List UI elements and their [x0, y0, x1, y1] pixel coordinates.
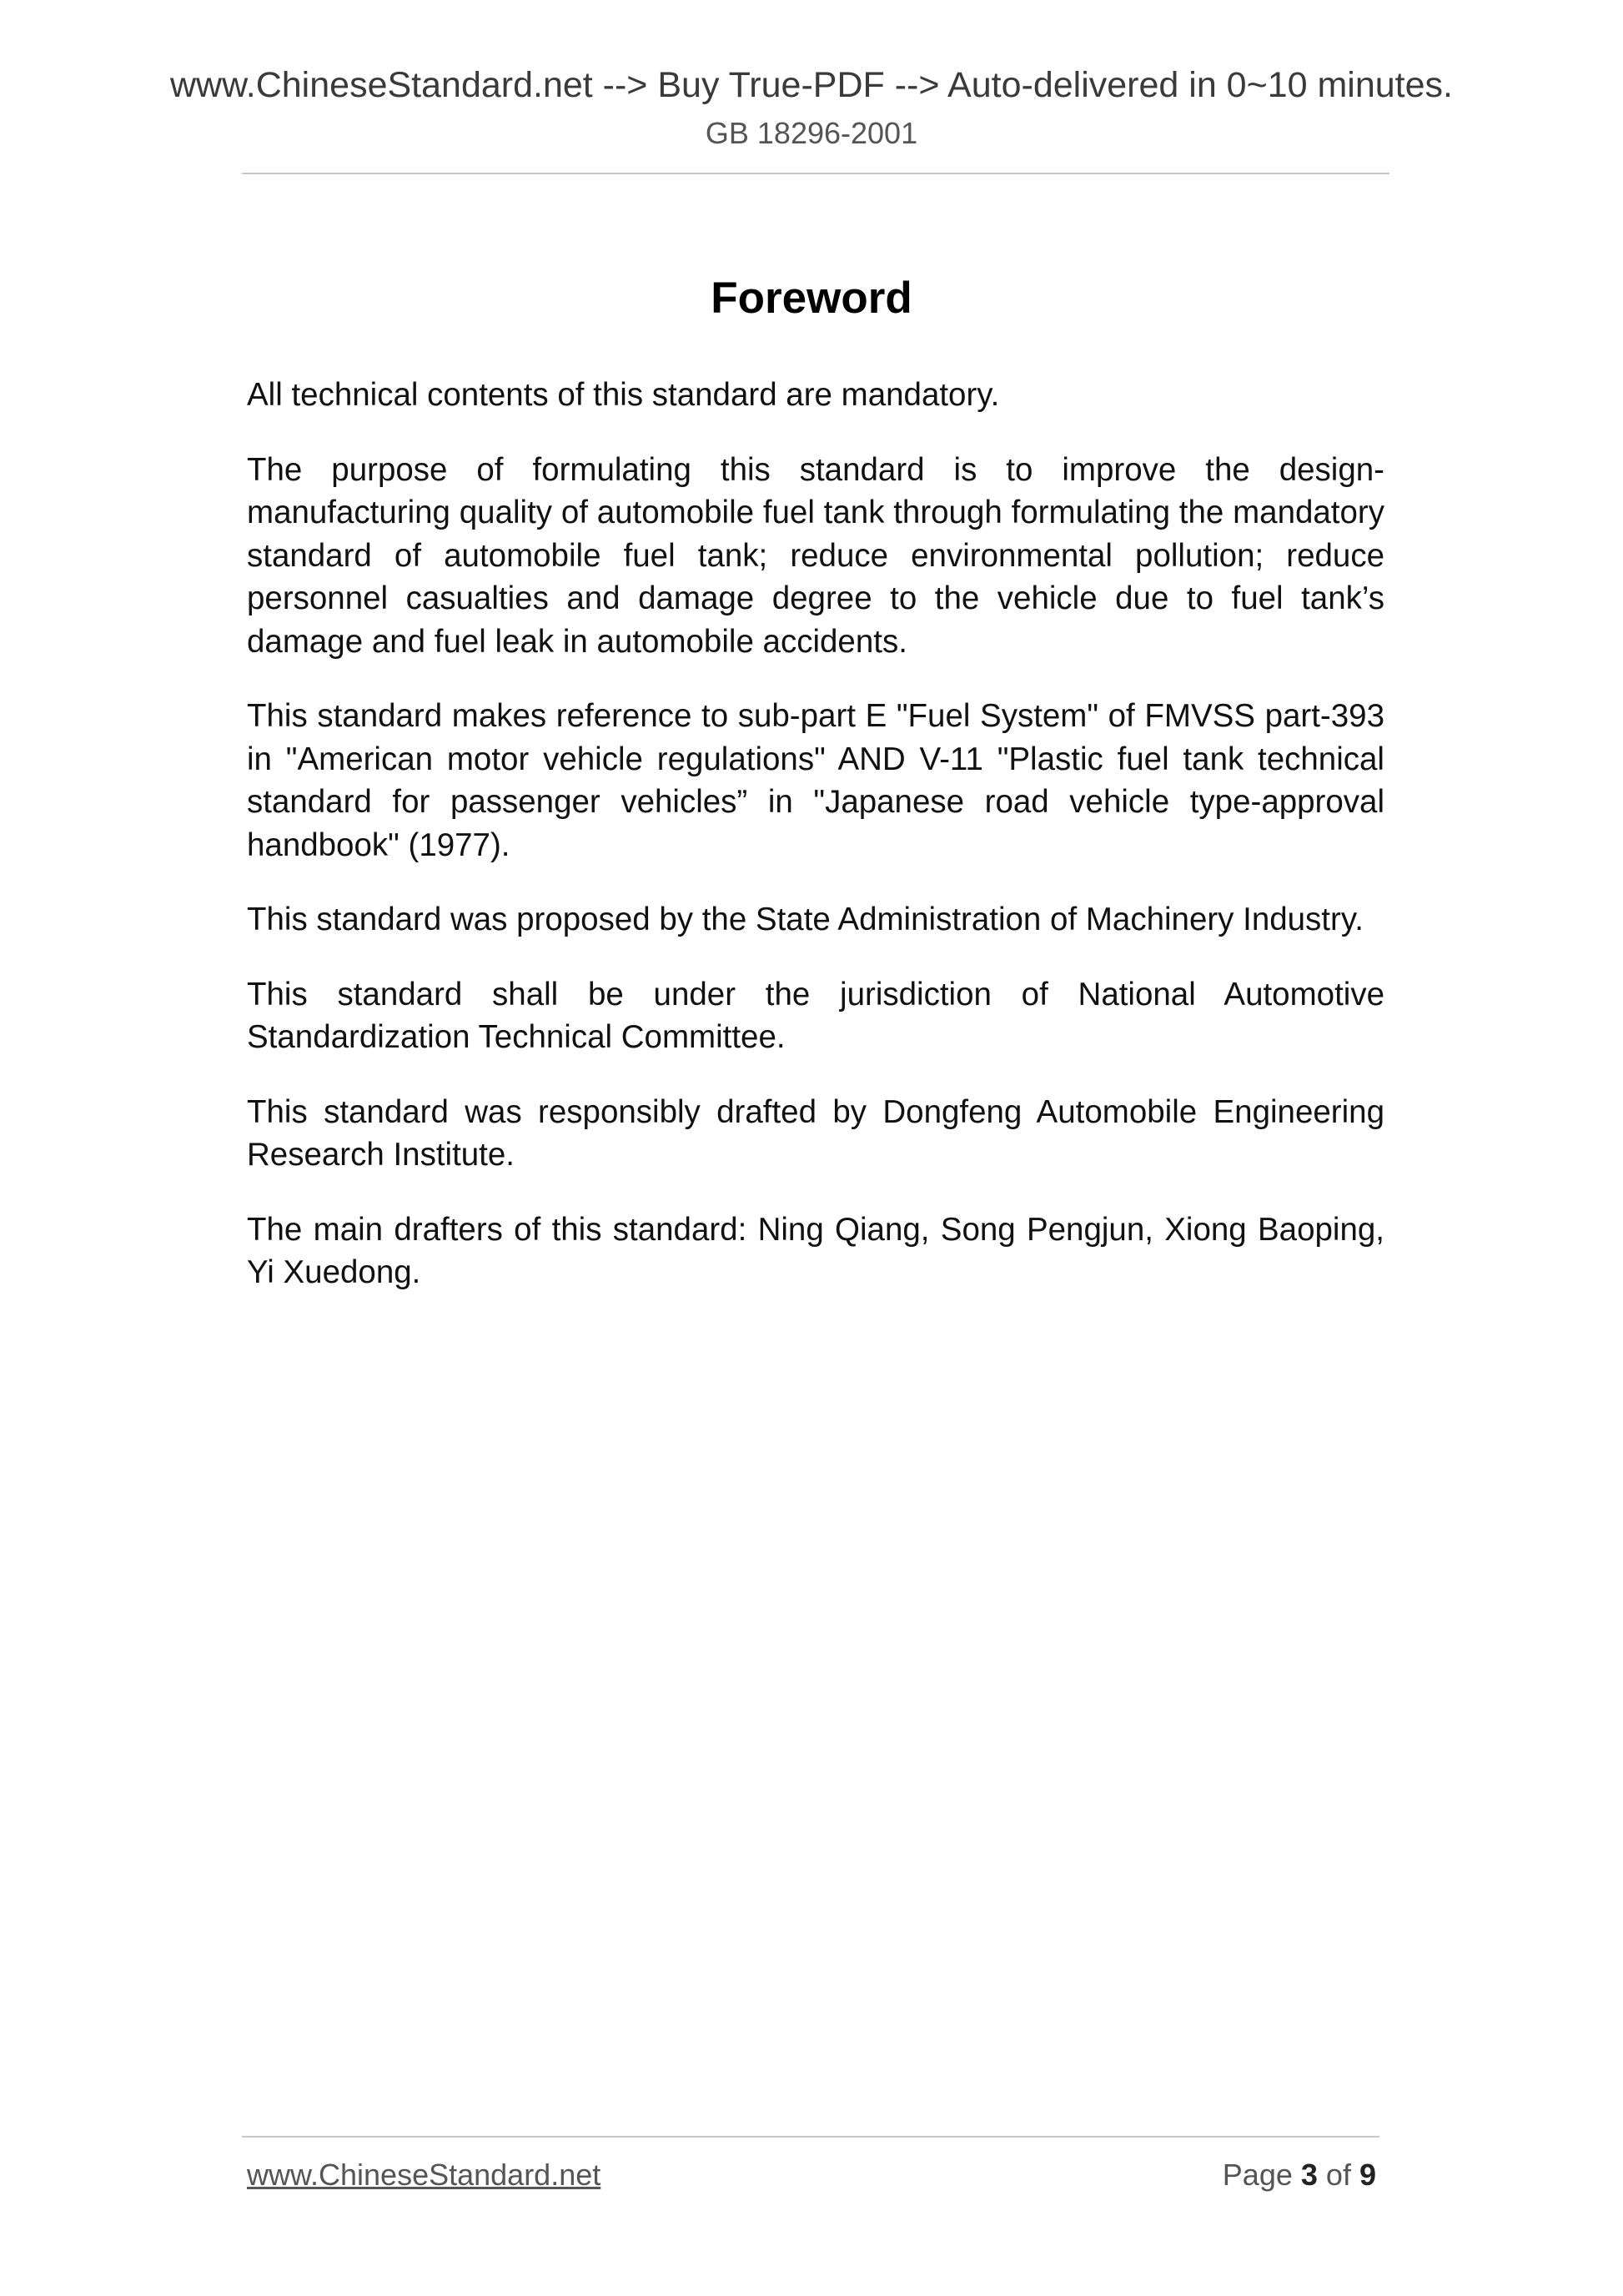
- page-of-label: of: [1325, 2158, 1351, 2192]
- page-number: [1223, 2157, 1376, 2193]
- paragraph: The main drafters of this standard: Ning Qiang, Song Pengjun, Xiong Baoping, Yi Xuedong.: [247, 1211, 1384, 1290]
- page-current: 3: [1300, 2158, 1318, 2192]
- footer-divider: [242, 2136, 1379, 2138]
- paragraph: This standard was proposed by the State Administration of Machinery Industry.: [247, 902, 1364, 937]
- page-total: 9: [1359, 2158, 1376, 2192]
- header-divider: [242, 173, 1389, 174]
- page-title: Foreword: [711, 274, 912, 323]
- header-banner: www.ChineseStandard.net --> Buy True-PDF --> Auto-delivered in 0~10 minutes.: [169, 65, 1453, 105]
- paragraph: This standard shall be under the jurisdiction of National Automotive Standardization Technical Committee.: [247, 976, 1384, 1055]
- page-label: Page: [1222, 2158, 1293, 2192]
- document-body: [247, 374, 1384, 1326]
- paragraph: The purpose of formulating this standard is to improve the design-manufacturing quality of automobile fuel tank through formulating the mandatory standard of automobile fuel tank; reduce environmental pollution; reduce personnel casualties and damage degree to the vehicle due to fuel tank’s damage and fuel leak in automobile accidents.: [247, 451, 1384, 660]
- footer-website-link[interactable]: www.ChineseStandard.net: [247, 2158, 601, 2192]
- paragraph: This standard was responsibly drafted by Dongfeng Automobile Engineering Research Institute.: [247, 1093, 1384, 1173]
- paragraph: This standard makes reference to sub-part E "Fuel System" of FMVSS part-393 in "American motor vehicle regulations" AND V-11 "Plastic fuel tank technical standard for passenger vehicles” in "Japanese road vehicle type-approval handbook" (1977).: [247, 698, 1384, 863]
- standard-code: GB 18296-2001: [705, 116, 918, 150]
- paragraph: All technical contents of this standard are mandatory.: [247, 377, 1000, 413]
